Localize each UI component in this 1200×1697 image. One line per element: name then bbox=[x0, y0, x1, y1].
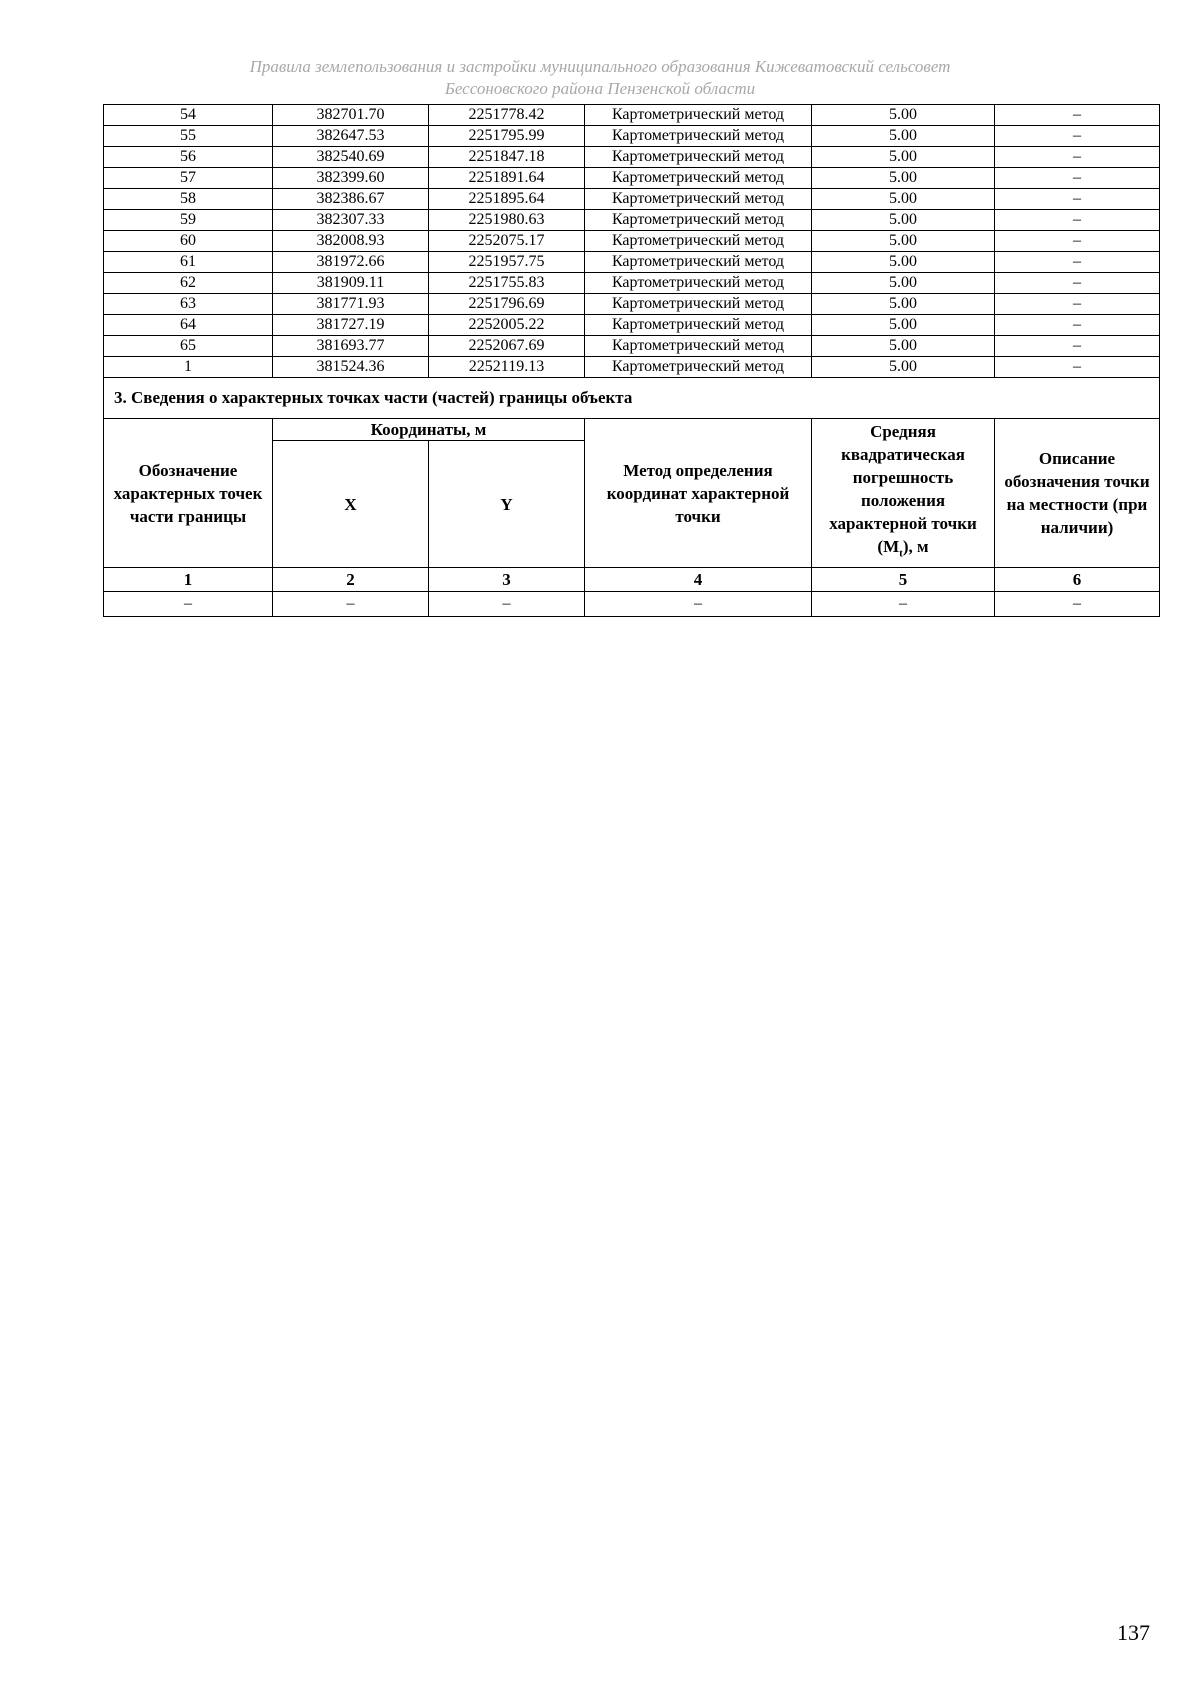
data-rows bbox=[104, 105, 1160, 378]
point-number-cell: 54 bbox=[104, 105, 273, 126]
point-number-cell: 61 bbox=[104, 252, 273, 273]
section-3 bbox=[104, 378, 1160, 617]
method-cell: Картометрический метод bbox=[585, 252, 812, 273]
y-coordinate-cell: 2251891.64 bbox=[429, 168, 585, 189]
method-cell: Картометрический метод bbox=[585, 147, 812, 168]
x-coordinate-cell: 381727.19 bbox=[273, 315, 429, 336]
x-coordinate-cell: 382701.70 bbox=[273, 105, 429, 126]
accuracy-cell: 5.00 bbox=[812, 168, 995, 189]
column-number: 1 bbox=[104, 568, 273, 592]
page-header bbox=[0, 56, 1200, 100]
table-row bbox=[104, 252, 1160, 273]
accuracy-cell: 5.00 bbox=[812, 126, 995, 147]
description-cell: – bbox=[995, 126, 1160, 147]
method-cell: Картометрический метод bbox=[585, 315, 812, 336]
y-coordinate-cell: 2252005.22 bbox=[429, 315, 585, 336]
description-cell: – bbox=[995, 252, 1160, 273]
description-cell: – bbox=[995, 315, 1160, 336]
accuracy-cell: 5.00 bbox=[812, 210, 995, 231]
point-number-cell: 65 bbox=[104, 336, 273, 357]
column-header-x: X bbox=[273, 441, 429, 568]
point-number-cell: 58 bbox=[104, 189, 273, 210]
accuracy-cell: 5.00 bbox=[812, 336, 995, 357]
table-row bbox=[104, 315, 1160, 336]
point-number-cell: 64 bbox=[104, 315, 273, 336]
y-coordinate-cell: 2251957.75 bbox=[429, 252, 585, 273]
y-coordinate-cell: 2251778.42 bbox=[429, 105, 585, 126]
table-row bbox=[104, 147, 1160, 168]
point-number-cell: 63 bbox=[104, 294, 273, 315]
y-coordinate-cell: 2251895.64 bbox=[429, 189, 585, 210]
x-coordinate-cell: 381909.11 bbox=[273, 273, 429, 294]
header-line-1: Правила землепользования и застройки муниципального образования Кижеватовский сельсовет bbox=[249, 57, 951, 76]
column-header-description: Описание обозначения точки на местности (при наличии) bbox=[995, 419, 1160, 568]
method-cell: Картометрический метод bbox=[585, 168, 812, 189]
x-coordinate-cell: 382307.33 bbox=[273, 210, 429, 231]
table-row bbox=[104, 273, 1160, 294]
point-number-cell: 1 bbox=[104, 357, 273, 378]
empty-cell: – bbox=[812, 592, 995, 617]
column-number: 2 bbox=[273, 568, 429, 592]
x-coordinate-cell: 382399.60 bbox=[273, 168, 429, 189]
table-row bbox=[104, 168, 1160, 189]
accuracy-cell: 5.00 bbox=[812, 105, 995, 126]
method-cell: Картометрический метод bbox=[585, 231, 812, 252]
y-coordinate-cell: 2251847.18 bbox=[429, 147, 585, 168]
accuracy-cell: 5.00 bbox=[812, 357, 995, 378]
accuracy-label-text: Средняя квадратическая погрешность положения характерной точки (M bbox=[829, 422, 977, 557]
x-coordinate-cell: 381524.36 bbox=[273, 357, 429, 378]
point-number-cell: 57 bbox=[104, 168, 273, 189]
accuracy-cell: 5.00 bbox=[812, 315, 995, 336]
description-cell: – bbox=[995, 357, 1160, 378]
y-coordinate-cell: 2251795.99 bbox=[429, 126, 585, 147]
y-coordinate-cell: 2251796.69 bbox=[429, 294, 585, 315]
x-coordinate-cell: 381771.93 bbox=[273, 294, 429, 315]
column-numbers-row bbox=[104, 568, 1160, 592]
table-row bbox=[104, 189, 1160, 210]
page-number: 137 bbox=[1117, 1620, 1150, 1645]
empty-data-row bbox=[104, 592, 1160, 617]
y-coordinate-cell: 2252119.13 bbox=[429, 357, 585, 378]
x-coordinate-cell: 382008.93 bbox=[273, 231, 429, 252]
table-row bbox=[104, 336, 1160, 357]
column-number: 4 bbox=[585, 568, 812, 592]
x-coordinate-cell: 381693.77 bbox=[273, 336, 429, 357]
accuracy-cell: 5.00 bbox=[812, 231, 995, 252]
description-cell: – bbox=[995, 273, 1160, 294]
section-3-title: 3. Сведения о характерных точках части (частей) границы объекта bbox=[104, 378, 1160, 419]
y-coordinate-cell: 2252075.17 bbox=[429, 231, 585, 252]
x-coordinate-cell: 382386.67 bbox=[273, 189, 429, 210]
table-row bbox=[104, 231, 1160, 252]
method-cell: Картометрический метод bbox=[585, 105, 812, 126]
description-cell: – bbox=[995, 336, 1160, 357]
method-cell: Картометрический метод bbox=[585, 126, 812, 147]
column-number: 3 bbox=[429, 568, 585, 592]
accuracy-cell: 5.00 bbox=[812, 273, 995, 294]
y-coordinate-cell: 2251755.83 bbox=[429, 273, 585, 294]
x-coordinate-cell: 382647.53 bbox=[273, 126, 429, 147]
accuracy-cell: 5.00 bbox=[812, 252, 995, 273]
table-row bbox=[104, 105, 1160, 126]
column-header-y: Y bbox=[429, 441, 585, 568]
column-number: 6 bbox=[995, 568, 1160, 592]
accuracy-label-unit: ), м bbox=[902, 537, 929, 557]
method-cell: Картометрический метод bbox=[585, 294, 812, 315]
column-number: 5 bbox=[812, 568, 995, 592]
column-header-accuracy bbox=[812, 419, 995, 568]
table-row bbox=[104, 126, 1160, 147]
empty-cell: – bbox=[273, 592, 429, 617]
description-cell: – bbox=[995, 189, 1160, 210]
point-number-cell: 62 bbox=[104, 273, 273, 294]
boundary-points-table bbox=[103, 104, 1160, 617]
point-number-cell: 60 bbox=[104, 231, 273, 252]
description-cell: – bbox=[995, 105, 1160, 126]
table-row bbox=[104, 357, 1160, 378]
header-line-2: Бессоновского района Пензенской области bbox=[444, 79, 756, 98]
empty-cell: – bbox=[995, 592, 1160, 617]
accuracy-label-subscript: t bbox=[899, 547, 903, 560]
description-cell: – bbox=[995, 168, 1160, 189]
empty-cell: – bbox=[585, 592, 812, 617]
description-cell: – bbox=[995, 294, 1160, 315]
method-cell: Картометрический метод bbox=[585, 210, 812, 231]
table-row bbox=[104, 294, 1160, 315]
method-cell: Картометрический метод bbox=[585, 357, 812, 378]
accuracy-cell: 5.00 bbox=[812, 294, 995, 315]
empty-cell: – bbox=[429, 592, 585, 617]
method-cell: Картометрический метод bbox=[585, 336, 812, 357]
column-header-designation: Обозначение характерных точек части границы bbox=[104, 419, 273, 568]
description-cell: – bbox=[995, 147, 1160, 168]
description-cell: – bbox=[995, 210, 1160, 231]
point-number-cell: 59 bbox=[104, 210, 273, 231]
description-cell: – bbox=[995, 231, 1160, 252]
column-header-coordinates: Координаты, м bbox=[273, 419, 585, 441]
y-coordinate-cell: 2252067.69 bbox=[429, 336, 585, 357]
accuracy-cell: 5.00 bbox=[812, 189, 995, 210]
x-coordinate-cell: 382540.69 bbox=[273, 147, 429, 168]
y-coordinate-cell: 2251980.63 bbox=[429, 210, 585, 231]
point-number-cell: 55 bbox=[104, 126, 273, 147]
accuracy-cell: 5.00 bbox=[812, 147, 995, 168]
method-cell: Картометрический метод bbox=[585, 273, 812, 294]
point-number-cell: 56 bbox=[104, 147, 273, 168]
x-coordinate-cell: 381972.66 bbox=[273, 252, 429, 273]
column-header-method: Метод определения координат характерной точки bbox=[585, 419, 812, 568]
method-cell: Картометрический метод bbox=[585, 189, 812, 210]
table-row bbox=[104, 210, 1160, 231]
empty-cell: – bbox=[104, 592, 273, 617]
